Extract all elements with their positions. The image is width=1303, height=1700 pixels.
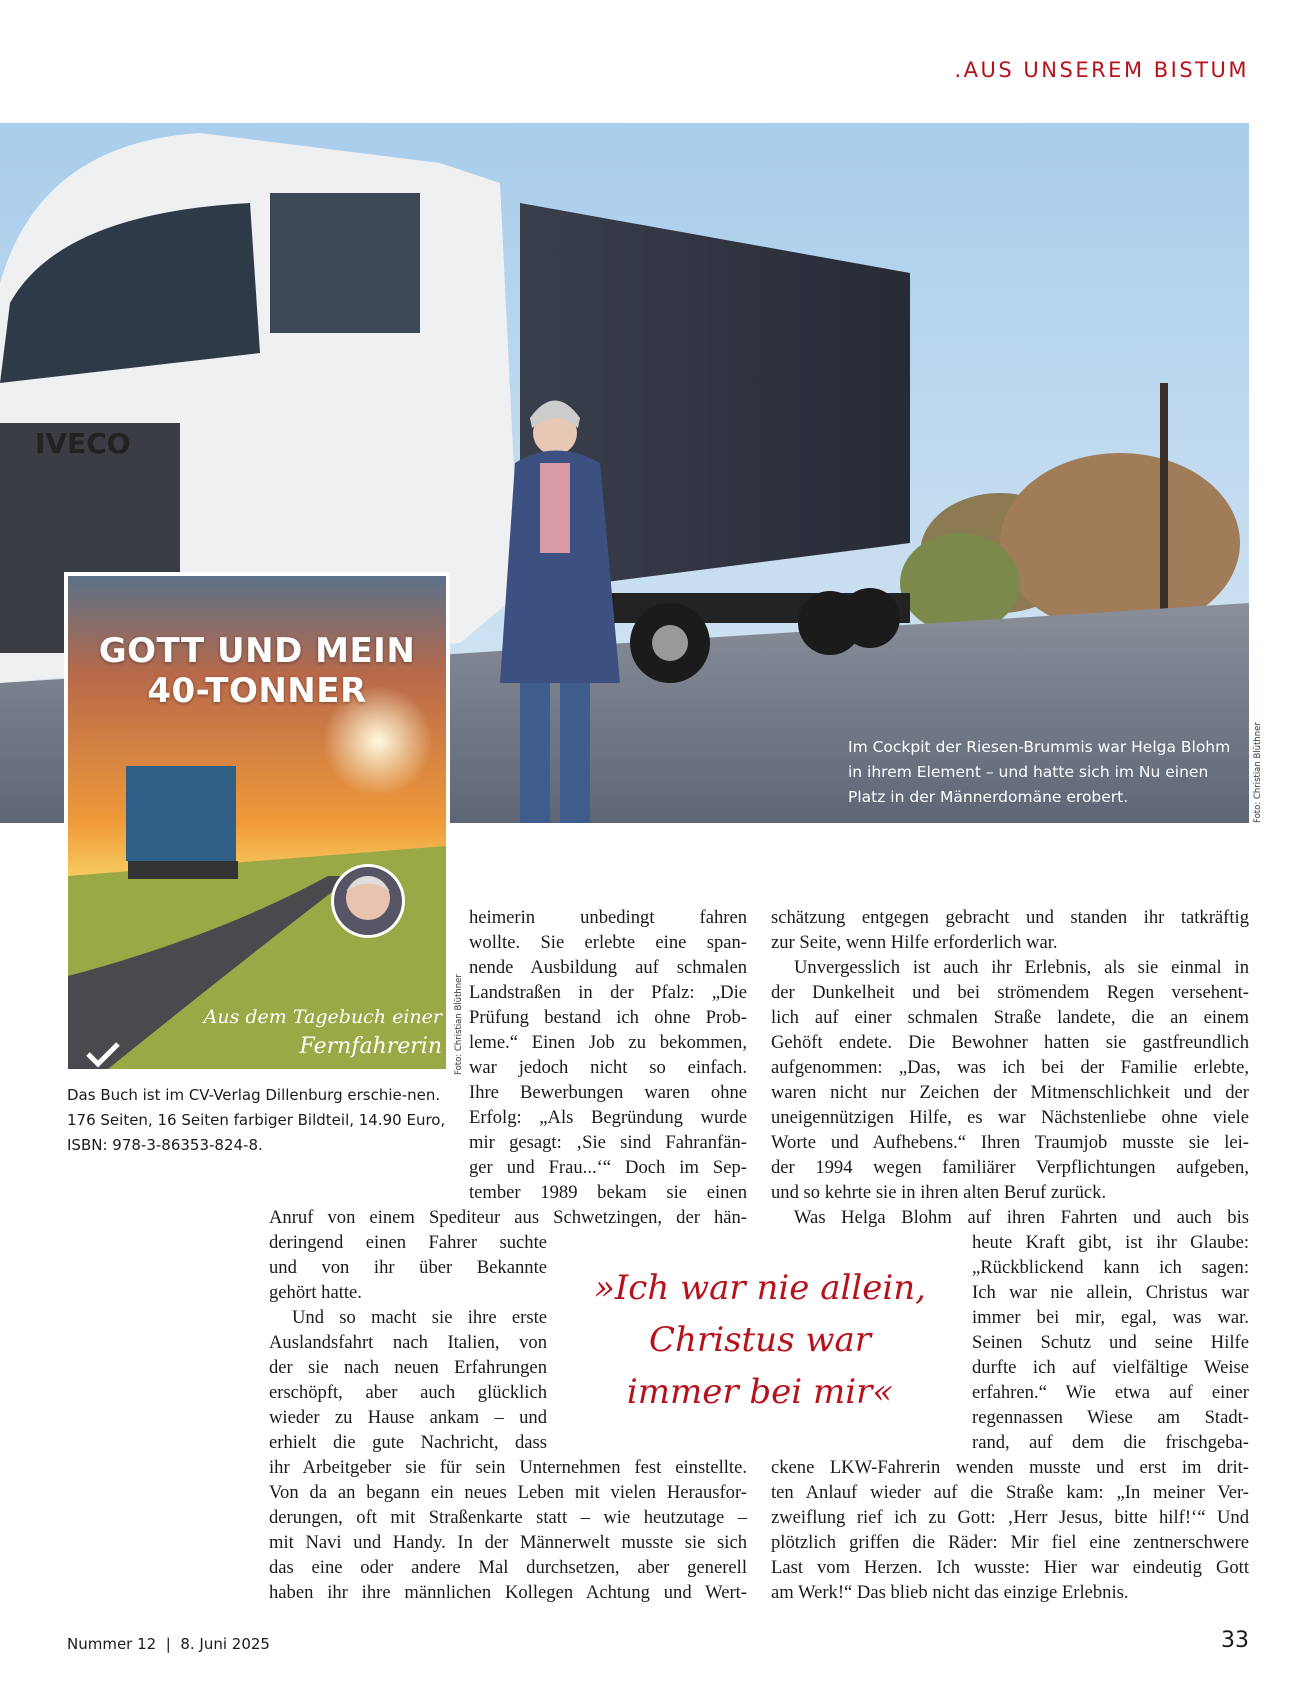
article-column-1-bottom <box>269 1455 747 1605</box>
article-column-2-top <box>771 905 1249 1230</box>
article-line: wieder zu Hause ankam – und <box>269 1407 547 1428</box>
article-line: Auslandsfahrt nach Italien, von <box>269 1332 547 1353</box>
article-line: der Dunkelheit und bei strömendem Regen versehent- <box>771 982 1249 1003</box>
article-line: Von da an begann ein neues Leben mit vielen Herausfor- <box>269 1482 747 1503</box>
book-cover <box>64 572 450 1073</box>
article-line: lich auf einer schmalen Straße landete, die an einem <box>771 1007 1249 1028</box>
article-line: erfahren.“ Wie etwa auf einer <box>972 1382 1249 1403</box>
article-column-2-narrow <box>972 1230 1249 1455</box>
section-label: .AUS UNSEREM BISTUM <box>954 58 1249 82</box>
article-line: Worte und Aufhebens.“ Ihren Traumjob musste sie lei- <box>771 1132 1249 1153</box>
book-title: GOTT UND MEIN 40-TONNER <box>98 631 416 711</box>
book-caption: Das Buch ist im CV-Verlag Dillenburg erschie-nen. 176 Seiten, 16 Seiten farbiger Bildteil, 14.90 Euro, ISBN: 978-3-86353-824-8. <box>67 1086 446 1154</box>
article-line: Was Helga Blohm auf ihren Fahrten und auch bis <box>794 1207 1249 1228</box>
article-column-1-wide <box>269 1205 747 1230</box>
article-line: erschöpft, aber auch glücklich <box>269 1382 547 1403</box>
article-line: Gehöft endete. Die Bewohner hatten sie gastfreundlich <box>771 1032 1249 1053</box>
article-line: ckene LKW-Fahrerin wenden musste und erst im drit- <box>771 1457 1249 1478</box>
article-line: Unvergesslich ist auch ihr Erlebnis, als sie einmal in <box>794 957 1249 978</box>
pull-quote: »Ich war nie allein, Christus war immer bei mir« <box>594 1268 926 1412</box>
page-number: 33 <box>1221 1628 1249 1653</box>
book-photo-credit: Foto: Christian Blüthner <box>454 974 464 1075</box>
article-line: ihr Arbeitgeber sie für sein Unternehmen fest einstellte. <box>269 1457 747 1478</box>
article-line: „Rückblickend kann ich sagen: <box>972 1257 1249 1278</box>
article-column-1-top <box>469 905 747 1205</box>
article-line: der sie nach neuen Erfahrungen <box>269 1357 547 1378</box>
article-line: ger und Frau...‘“ Doch im Sep- <box>469 1157 747 1178</box>
article-line: Anruf von einem Spediteur aus Schwetzingen, der hän- <box>269 1207 747 1228</box>
article-column-1-narrow <box>269 1230 547 1455</box>
article-line: heute Kraft gibt, ist ihr Glaube: <box>972 1232 1249 1253</box>
article-line: waren nicht nur Zeichen der Mitmenschlichkeit und der <box>771 1082 1249 1103</box>
article-line: zur Seite, wenn Hilfe erforderlich war. <box>771 932 1058 953</box>
book-subtitle: Aus dem Tagebuch einer <box>203 1006 442 1028</box>
article-line: Und so macht sie ihre erste <box>292 1307 547 1328</box>
article-column-2-bottom <box>771 1455 1249 1605</box>
article-line: wollte. Sie erlebte eine span- <box>469 932 747 953</box>
article-line: gehört hatte. <box>269 1282 362 1303</box>
article-line: nende Ausbildung auf schmalen <box>469 957 747 978</box>
article-line: tember 1989 bekam sie einen <box>469 1182 747 1203</box>
article-line: Seinen Schutz und seine Hilfe <box>972 1332 1249 1353</box>
article-line: uneigennützigen Hilfe, es war Nächstenliebe ohne viele <box>771 1107 1249 1128</box>
photo-caption: Im Cockpit der Riesen-Brummis war Helga Blohm in ihrem Element – und hatte sich im Nu einen Platz in der Männerdomäne erobert. <box>848 738 1231 806</box>
article-line: Landstraßen in der Pfalz: „Die <box>469 982 747 1003</box>
article-line: zweiflung rief ich zu Gott: ‚Herr Jesus, bitte hilf!‘“ Und <box>771 1507 1249 1528</box>
issue-info: Nummer 12 | 8. Juni 2025 <box>67 1635 270 1653</box>
article-line: Last vom Herzen. Ich wusste: Hier war eindeutig Gott <box>771 1557 1249 1578</box>
article-line: Erfolg: „Als Begründung wurde <box>469 1107 747 1128</box>
article-line: haben ihr ihre männlichen Kollegen Achtung und Wert- <box>269 1582 747 1603</box>
article-line: Ihre Bewerbungen waren ohne <box>469 1082 747 1103</box>
article-line: ten Anlauf wieder auf die Straße kam: „In meiner Ver- <box>771 1482 1249 1503</box>
article-line: heimerin unbedingt fahren <box>469 907 747 928</box>
article-line: Ich war nie allein, Christus war <box>972 1282 1249 1303</box>
article-line: schätzung entgegen gebracht und standen ihr tatkräftig <box>771 907 1249 928</box>
article-line: Prüfung bestand ich ohne Prob- <box>469 1007 747 1028</box>
photo-credit: Foto: Christian Blüthner <box>1253 722 1263 823</box>
article-line: aufgenommen: „Das, was ich bei der Familie erlebte, <box>771 1057 1249 1078</box>
article-line: erhielt die gute Nachricht, dass <box>269 1432 547 1453</box>
article-line: mit Navi und Handy. In der Männerwelt musste sie sich <box>269 1532 747 1553</box>
article-line: derungen, oft mit Straßenkarte statt – wie heutzutage – <box>269 1507 747 1528</box>
article-line: mir gesagt: ‚Sie sind Fahranfän- <box>469 1132 747 1153</box>
article-line: immer bei mir, egal, was war. <box>972 1307 1249 1328</box>
article-line: der 1994 wegen familiärer Verpflichtungen aufgeben, <box>771 1157 1249 1178</box>
truck-brand: IVECO <box>35 427 131 460</box>
article-line: regennassen Wiese am Stadt- <box>972 1407 1249 1428</box>
article-line: plötzlich griffen die Räder: Mir fiel eine zentnerschwere <box>771 1532 1249 1553</box>
article-line: deringend einen Fahrer suchte <box>269 1232 547 1253</box>
article-line: rand, auf dem die frischgeba- <box>972 1432 1249 1453</box>
article-line: das eine oder andere Mal durchsetzen, aber generell <box>269 1557 747 1578</box>
article-line: leme.“ Einen Job zu bekommen, <box>469 1032 747 1053</box>
article-line: und so kehrte sie in ihren alten Beruf zurück. <box>771 1182 1107 1203</box>
article-line: war jedoch nicht so einfach. <box>469 1057 747 1078</box>
article-line: und von ihr über Bekannte <box>269 1257 547 1278</box>
book-subtitle-2: Fernfahrerin <box>299 1034 442 1059</box>
article-line: am Werk!“ Das blieb nicht das einzige Erlebnis. <box>771 1582 1129 1603</box>
article-line: durfte ich auf vielfältige Weise <box>972 1357 1249 1378</box>
